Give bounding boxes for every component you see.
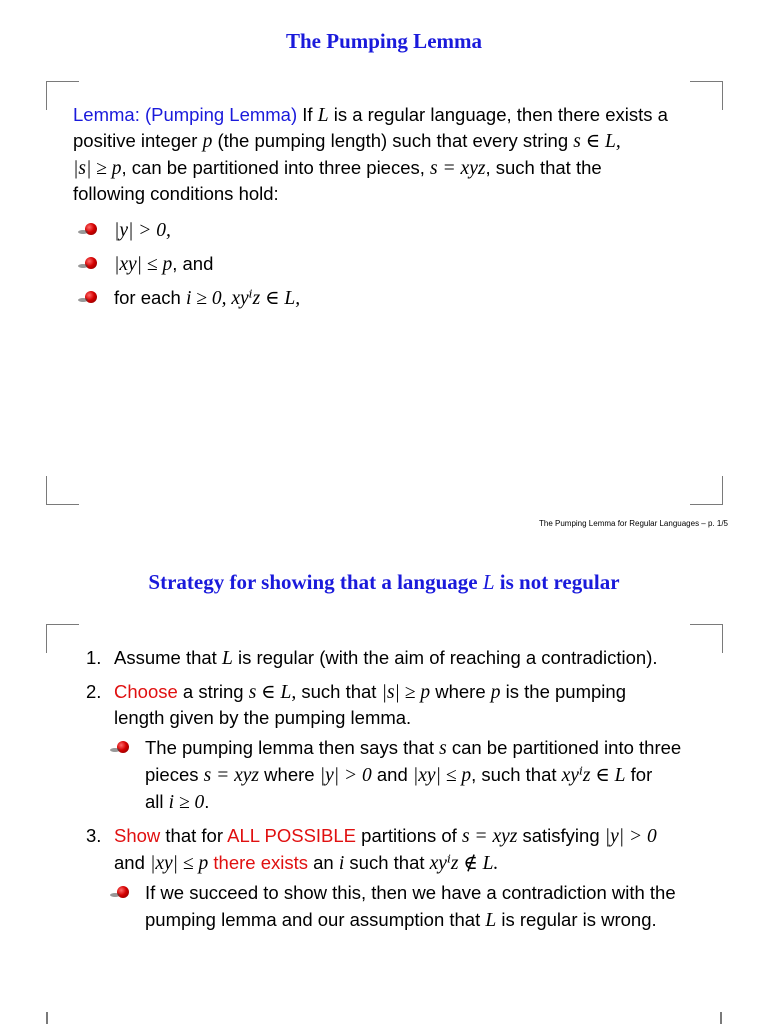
math-abs-s: |s| ≥ p [73,158,122,179]
step-text: such that [344,852,430,873]
math-abs-xy: |xy| ≤ p [150,853,209,874]
emphasis-choose: Choose [114,681,178,702]
step-text: is the pumping [500,681,626,702]
list-number: 2. [86,681,102,702]
lemma-line-4: following conditions hold: [73,183,279,204]
step-3-sub-line-1: If we succeed to show this, then we have a contradiction with the [145,882,676,903]
step-text: is regular is wrong. [496,909,657,930]
emphasis-show: Show [114,825,161,846]
math-not-in-L: xyⁱz ∉ L. [429,853,499,874]
condition-2 [114,251,213,279]
math-abs-xy: |xy| ≤ p [412,765,472,786]
lemma-label: Lemma: (Pumping Lemma) [73,104,298,125]
math-s-in-L: s ∈ L, [248,682,297,703]
step-text: , such that [471,764,562,785]
emphasis-there-exists: there exists [208,852,308,873]
step-text: a string [177,681,249,702]
step-text: such that [296,681,382,702]
step-text: and [114,852,151,873]
frame-corner-top-left [46,624,79,653]
step-2-sub-line-1 [145,735,681,763]
bullet-icon [117,741,129,753]
condition-1 [114,217,171,245]
frame-corner-bottom-right [690,476,723,505]
step-text: for [625,764,653,785]
math-pumped-string: xyⁱz ∈ L [561,765,626,786]
bullet-icon [85,291,97,303]
title-text: is not regular [494,570,620,594]
step-text: Assume that [114,647,222,668]
step-2-line-2: length given by the pumping lemma. [114,707,412,728]
math-i: i [338,853,345,874]
lemma-text: , can be partitioned into three pieces, [121,157,431,178]
frame-corner-bottom-left [46,476,79,505]
step-text: can be partitioned into three [446,737,682,758]
math-s-in-L: s ∈ L, [573,131,621,152]
step-text: where [259,764,320,785]
lemma-line-1 [73,102,668,130]
math-L: L [485,910,497,931]
math-abs-s: |s| ≥ p [381,682,431,703]
lemma-text: (the pumping length) such that every string [212,130,574,151]
math-p: p [490,682,501,703]
math-s-xyz: s = xyz [430,158,486,179]
condition-3 [114,285,300,313]
lemma-text: , such that the [485,157,602,178]
bullet-icon [85,257,97,269]
step-text: all [145,791,169,812]
math-i-geq-0: i ≥ 0 [168,792,205,813]
title-text: Strategy for showing that a language [148,570,483,594]
math-condition: i ≥ 0, xyⁱz ∈ L, [186,288,301,309]
page-footer: The Pumping Lemma for Regular Languages – p. 1/5 [538,519,728,528]
math-L: L [317,105,329,126]
slide2-title [0,570,768,595]
lemma-line-2 [73,128,621,156]
step-1 [114,645,658,673]
math-L: L [482,570,495,594]
lemma-text: If [297,104,318,125]
step-2-sub-line-2 [145,762,652,790]
frame-tick-bottom-left [46,1012,48,1024]
lemma-line-3 [73,155,602,183]
step-text: and [371,764,413,785]
bullet-icon [117,886,129,898]
step-text: pumping lemma and our assumption that [145,909,486,930]
step-text: that for [160,825,228,846]
math-s-xyz: s = xyz [461,826,518,847]
bullet-icon [85,223,97,235]
step-3-line-2 [114,850,498,878]
frame-corner-top-right [690,81,723,110]
frame-tick-bottom-right [720,1012,722,1024]
math-condition: |xy| ≤ p [114,254,173,275]
step-text: The pumping lemma then says that [145,737,440,758]
step-2-line-1 [114,679,626,707]
list-number: 1. [86,647,102,668]
step-text: . [204,791,210,812]
math-abs-y: |y| > 0 [319,765,372,786]
math-s: s [439,738,447,759]
emphasis-all-possible: ALL POSSIBLE [227,825,357,846]
math-L: L [221,648,233,669]
step-text: satisfying [517,825,605,846]
math-p: p [202,131,213,152]
math-condition: |y| > 0, [114,220,171,241]
step-text: pieces [145,764,204,785]
step-3-line-1 [114,823,657,851]
condition-text: for each [114,287,186,308]
list-number: 3. [86,825,102,846]
step-text: partitions of [356,825,462,846]
lemma-text: is a regular language, then there exists a [328,104,668,125]
step-text: an [308,852,339,873]
math-abs-y: |y| > 0 [604,826,657,847]
step-text: is regular (with the aim of reaching a contradiction). [232,647,658,668]
slide1-title: The Pumping Lemma [285,29,482,53]
math-s-xyz: s = xyz [203,765,260,786]
step-text: where [430,681,491,702]
condition-text: , and [172,253,214,274]
frame-corner-top-right [690,624,723,653]
lemma-text: positive integer [73,130,203,151]
step-2-sub-line-3 [145,789,209,817]
step-3-sub-line-2 [145,907,657,935]
